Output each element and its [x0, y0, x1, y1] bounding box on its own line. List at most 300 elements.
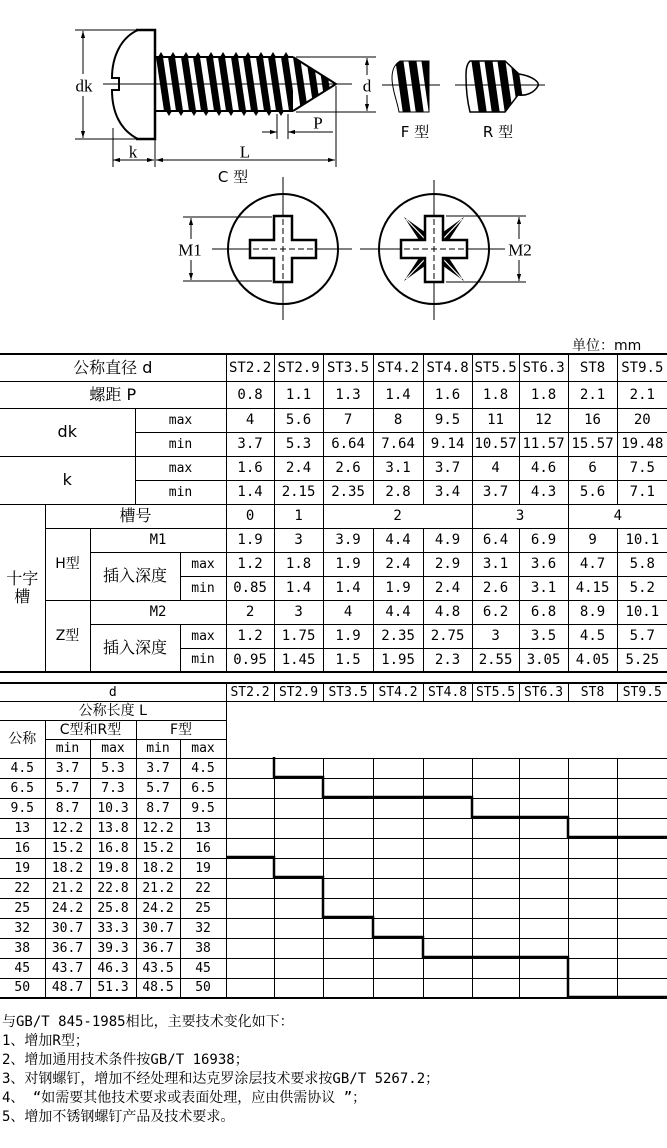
dk-max-cell: 11 [472, 408, 519, 432]
availability-cell [323, 918, 373, 938]
availability-cell [568, 958, 617, 978]
availability-cell [226, 938, 274, 958]
c-r-type-label: C型和R型 [45, 720, 136, 739]
dimensions-table [0, 353, 667, 673]
size-cell: ST4.2 [373, 354, 423, 381]
nominal-length-cell: 32 [0, 918, 45, 938]
availability-cell [568, 778, 617, 798]
availability-cell [617, 838, 667, 858]
availability-cell [519, 838, 568, 858]
size-cell: ST9.5 [617, 354, 667, 381]
d-label: d [362, 76, 372, 96]
cr-max-cell: 19.8 [90, 858, 136, 878]
p-label: P [313, 113, 323, 133]
availability-cell [472, 858, 519, 878]
availability-cell [226, 818, 274, 838]
availability-cell [617, 778, 667, 798]
cross-recess-label: 十字槽 [0, 504, 45, 672]
note-item: 1、增加R型； [2, 1033, 89, 1049]
size-cell: ST4.2 [373, 683, 423, 701]
z-depth-min-cell: 1.95 [373, 648, 423, 672]
max-label: max [135, 408, 226, 432]
table-row [0, 918, 667, 938]
length-size-header-row [0, 683, 667, 701]
availability-cell [519, 758, 568, 778]
h-depth-min-cell: 3.1 [519, 576, 568, 600]
m2-cell: 6.8 [519, 600, 568, 624]
m2-cell: 4.4 [373, 600, 423, 624]
f-min-cell: 21.2 [136, 878, 180, 898]
pitch-row [0, 381, 667, 408]
nominal-length-cell: 4.5 [0, 758, 45, 778]
availability-cell [274, 818, 323, 838]
availability-cell [423, 798, 472, 818]
k-label: k [128, 142, 138, 162]
k-min-cell: 3.4 [423, 480, 472, 504]
cr-min-cell: 21.2 [45, 878, 90, 898]
availability-cell [274, 938, 323, 958]
availability-cell [472, 758, 519, 778]
table-row [0, 938, 667, 958]
nominal-length-label: 公称长度 L [0, 701, 226, 720]
table-row [0, 758, 667, 778]
availability-cell [274, 838, 323, 858]
availability-cell [519, 898, 568, 918]
availability-cell [617, 758, 667, 778]
m1-cell: 6.4 [472, 528, 519, 552]
availability-cell [617, 898, 667, 918]
nominal-length-cell: 25 [0, 898, 45, 918]
table-row [0, 838, 667, 858]
cr-max-cell: 7.3 [90, 778, 136, 798]
availability-cell [274, 798, 323, 818]
dk-min-cell: 11.57 [519, 432, 568, 456]
availability-cell [617, 818, 667, 838]
availability-cell [373, 938, 423, 958]
dk-label: dk [0, 408, 135, 456]
availability-cell [274, 758, 323, 778]
recess-number-label: 槽号 [45, 504, 226, 528]
availability-cell [226, 778, 274, 798]
availability-cell [274, 978, 323, 998]
availability-cell [226, 838, 274, 858]
nominal-length-cell: 6.5 [0, 778, 45, 798]
z-depth-min-cell: 3.05 [519, 648, 568, 672]
z-depth-min-cell: 1.5 [323, 648, 373, 672]
dk-max-row [0, 408, 667, 432]
availability-cell [568, 858, 617, 878]
availability-cell [472, 918, 519, 938]
availability-cell [373, 758, 423, 778]
availability-cell [568, 918, 617, 938]
availability-cell [617, 798, 667, 818]
availability-cell [226, 978, 274, 998]
z-depth-min-cell: 2.55 [472, 648, 519, 672]
k-max-cell: 1.6 [226, 456, 274, 480]
dk-min-cell: 3.7 [226, 432, 274, 456]
table-row [0, 798, 667, 818]
h-depth-min-cell: 1.9 [373, 576, 423, 600]
nominal-length-cell: 22 [0, 878, 45, 898]
m1-cell: 4.9 [423, 528, 472, 552]
nominal-length-cell: 45 [0, 958, 45, 978]
availability-cell [519, 978, 568, 998]
d-label: d [0, 683, 226, 701]
availability-cell [423, 958, 472, 978]
cr-min-cell: 48.7 [45, 978, 90, 998]
availability-cell [323, 838, 373, 858]
h-depth-max-cell: 1.9 [323, 552, 373, 576]
k-max-cell: 7.5 [617, 456, 667, 480]
h-depth-min-cell: 4.15 [568, 576, 617, 600]
note-item: 3、对钢螺钉，增加不经处理和达克罗涂层技术要求按GB/T 5267.2； [2, 1071, 440, 1087]
availability-cell [617, 938, 667, 958]
z-depth-max-cell: 2.75 [423, 624, 472, 648]
m2-cell: 8.9 [568, 600, 617, 624]
availability-cell [373, 778, 423, 798]
size-cell: ST9.5 [617, 683, 667, 701]
availability-cell [423, 978, 472, 998]
nominal-length-cell: 9.5 [0, 798, 45, 818]
blank-header-area [226, 701, 667, 758]
z-depth-max-cell: 5.7 [617, 624, 667, 648]
k-min-cell: 5.6 [568, 480, 617, 504]
z-depth-max-cell: 1.75 [274, 624, 323, 648]
thread-stripes [395, 58, 437, 114]
f-max-cell: 6.5 [180, 778, 226, 798]
cr-max-cell: 33.3 [90, 918, 136, 938]
z-m2-row [0, 600, 667, 624]
f-max-cell: 25 [180, 898, 226, 918]
cr-max-cell: 16.8 [90, 838, 136, 858]
dk-min-cell: 9.14 [423, 432, 472, 456]
size-cell: ST8 [568, 683, 617, 701]
nominal-label: 公称 [0, 720, 45, 758]
pitch-cell: 1.6 [423, 381, 472, 408]
availability-cell [323, 978, 373, 998]
note-item: 4、 “如需要其他技术要求或表面处理，应由供需协议 ”； [2, 1090, 367, 1106]
cr-max-cell: 5.3 [90, 758, 136, 778]
z-depth-min-cell: 4.05 [568, 648, 617, 672]
table-row [0, 818, 667, 838]
k-max-row [0, 456, 667, 480]
m1-label: M1 [178, 240, 202, 260]
length-table [0, 682, 667, 999]
k-label: k [0, 456, 135, 504]
unit-label: 单位：mm [572, 338, 642, 354]
k-max-cell: 3.1 [373, 456, 423, 480]
availability-cell [274, 898, 323, 918]
z-depth-min-cell: 1.45 [274, 648, 323, 672]
availability-cell [519, 818, 568, 838]
max-label: max [180, 739, 226, 758]
h-depth-min-cell: 1.4 [323, 576, 373, 600]
pitch-cell: 1.3 [323, 381, 373, 408]
k-min-cell: 2.8 [373, 480, 423, 504]
dk-max-cell: 12 [519, 408, 568, 432]
size-header-row [0, 354, 667, 381]
h-depth-min-cell: 1.4 [274, 576, 323, 600]
h-depth-min-cell: 5.2 [617, 576, 667, 600]
insertion-depth-label: 插入深度 [90, 552, 180, 600]
cr-min-cell: 8.7 [45, 798, 90, 818]
availability-cell [274, 918, 323, 938]
m1-cell: 10.1 [617, 528, 667, 552]
recess-number-cell: 3 [472, 504, 568, 528]
availability-cell [519, 958, 568, 978]
dk-min-cell: 6.64 [323, 432, 373, 456]
availability-cell [323, 758, 373, 778]
cr-max-cell: 51.3 [90, 978, 136, 998]
size-cell: ST2.2 [226, 683, 274, 701]
availability-cell [423, 778, 472, 798]
min-label: min [135, 432, 226, 456]
h-depth-max-cell: 2.9 [423, 552, 472, 576]
availability-cell [472, 838, 519, 858]
availability-cell [226, 918, 274, 938]
k-max-cell: 6 [568, 456, 617, 480]
availability-cell [423, 938, 472, 958]
availability-cell [472, 798, 519, 818]
p-extension-lines [277, 114, 288, 139]
c-type-side-view [75, 30, 376, 167]
pitch-cell: 2.1 [617, 381, 667, 408]
h-depth-max-cell: 1.2 [226, 552, 274, 576]
availability-cell [617, 978, 667, 998]
availability-cell [568, 978, 617, 998]
availability-cell [423, 858, 472, 878]
h-depth-max-cell: 5.8 [617, 552, 667, 576]
r-type-view [455, 58, 545, 114]
availability-cell [617, 918, 667, 938]
availability-cell [226, 958, 274, 978]
availability-cell [519, 798, 568, 818]
recess-number-cell: 0 [226, 504, 274, 528]
f-min-cell: 36.7 [136, 938, 180, 958]
cr-min-cell: 5.7 [45, 778, 90, 798]
c-type-label: C 型 [217, 168, 249, 186]
recess-number-cell: 1 [274, 504, 323, 528]
availability-cell [323, 858, 373, 878]
availability-cell [373, 958, 423, 978]
dk-max-cell: 4 [226, 408, 274, 432]
availability-cell [423, 838, 472, 858]
f-min-cell: 30.7 [136, 918, 180, 938]
cr-min-cell: 24.2 [45, 898, 90, 918]
availability-cell [323, 878, 373, 898]
k-max-cell: 4.6 [519, 456, 568, 480]
pitch-cell: 1.4 [373, 381, 423, 408]
dk-max-cell: 9.5 [423, 408, 472, 432]
h-type-label: H型 [45, 528, 90, 600]
dk-min-cell: 15.57 [568, 432, 617, 456]
size-cell: ST4.8 [423, 683, 472, 701]
availability-cell [226, 798, 274, 818]
availability-cell [519, 918, 568, 938]
availability-cell [373, 798, 423, 818]
f-max-cell: 19 [180, 858, 226, 878]
f-min-cell: 3.7 [136, 758, 180, 778]
table-row [0, 858, 667, 878]
availability-cell [568, 758, 617, 778]
f-max-cell: 16 [180, 838, 226, 858]
size-cell: ST2.9 [274, 683, 323, 701]
f-type-label: F 型 [400, 123, 430, 141]
size-cell: ST5.5 [472, 354, 519, 381]
h-depth-max-cell: 4.7 [568, 552, 617, 576]
k-min-cell: 7.1 [617, 480, 667, 504]
z-depth-max-cell: 4.5 [568, 624, 617, 648]
dk-max-cell: 20 [617, 408, 667, 432]
h-m1-row [0, 528, 667, 552]
max-label: max [90, 739, 136, 758]
size-cell: ST3.5 [323, 683, 373, 701]
k-min-cell: 2.15 [274, 480, 323, 504]
f-min-cell: 48.5 [136, 978, 180, 998]
k-max-cell: 2.6 [323, 456, 373, 480]
f-min-cell: 24.2 [136, 898, 180, 918]
h-depth-max-cell: 1.8 [274, 552, 323, 576]
availability-cell [373, 818, 423, 838]
m2-cell: 2 [226, 600, 274, 624]
m1-cell: 3 [274, 528, 323, 552]
recess-number-cell: 4 [568, 504, 667, 528]
cr-max-cell: 22.8 [90, 878, 136, 898]
m1-cell: 4.4 [373, 528, 423, 552]
f-max-cell: 13 [180, 818, 226, 838]
cr-max-cell: 10.3 [90, 798, 136, 818]
k-min-cell: 3.7 [472, 480, 519, 504]
availability-cell [226, 878, 274, 898]
k-max-cell: 2.4 [274, 456, 323, 480]
availability-cell [423, 758, 472, 778]
availability-cell [373, 918, 423, 938]
z-recess-head-view [360, 180, 526, 320]
size-cell: ST2.9 [274, 354, 323, 381]
availability-cell [274, 778, 323, 798]
availability-cell [323, 778, 373, 798]
h-depth-max-row [0, 552, 667, 576]
availability-cell [472, 898, 519, 918]
availability-cell [373, 858, 423, 878]
max-label: max [135, 456, 226, 480]
cr-max-cell: 39.3 [90, 938, 136, 958]
recess-number-cell: 2 [323, 504, 472, 528]
min-label: min [180, 576, 226, 600]
recess-number-row [0, 504, 667, 528]
z-depth-max-cell: 3 [472, 624, 519, 648]
nominal-diameter-label: 公称直径 d [0, 354, 226, 381]
min-label: min [180, 648, 226, 672]
z-depth-max-cell: 2.35 [373, 624, 423, 648]
f-max-cell: 22 [180, 878, 226, 898]
availability-cell [519, 938, 568, 958]
size-cell: ST5.5 [472, 683, 519, 701]
availability-cell [617, 878, 667, 898]
k-max-cell: 3.7 [423, 456, 472, 480]
pitch-cell: 1.8 [519, 381, 568, 408]
availability-cell [373, 898, 423, 918]
h-depth-max-cell: 3.6 [519, 552, 568, 576]
f-min-cell: 18.2 [136, 858, 180, 878]
m2-cell: 3 [274, 600, 323, 624]
availability-cell [472, 878, 519, 898]
nominal-length-cell: 38 [0, 938, 45, 958]
availability-cell [423, 878, 472, 898]
f-min-cell: 15.2 [136, 838, 180, 858]
thread-stripes [156, 57, 296, 111]
availability-cell [323, 938, 373, 958]
availability-cell [568, 898, 617, 918]
size-cell: ST6.3 [519, 683, 568, 701]
cr-min-cell: 43.7 [45, 958, 90, 978]
min-label: min [135, 480, 226, 504]
size-cell: ST3.5 [323, 354, 373, 381]
f-min-cell: 12.2 [136, 818, 180, 838]
dk-label: dk [75, 76, 93, 96]
availability-cell [423, 898, 472, 918]
f-min-cell: 5.7 [136, 778, 180, 798]
h-depth-min-cell: 2.6 [472, 576, 519, 600]
availability-cell [226, 858, 274, 878]
nominal-length-label-row [0, 701, 667, 720]
availability-cell [568, 818, 617, 838]
availability-cell [568, 838, 617, 858]
k-max-cell: 4 [472, 456, 519, 480]
cr-min-cell: 18.2 [45, 858, 90, 878]
f-max-cell: 32 [180, 918, 226, 938]
l-label: L [239, 142, 251, 162]
f-max-cell: 38 [180, 938, 226, 958]
availability-cell [472, 978, 519, 998]
availability-cell [323, 898, 373, 918]
availability-cell [617, 858, 667, 878]
h-recess-head-view [183, 177, 352, 320]
availability-cell [323, 958, 373, 978]
availability-cell [423, 918, 472, 938]
availability-cell [423, 818, 472, 838]
availability-cell [274, 858, 323, 878]
f-max-cell: 9.5 [180, 798, 226, 818]
cr-max-cell: 25.8 [90, 898, 136, 918]
tip-thread-stripes [293, 57, 333, 111]
z-depth-min-cell: 5.25 [617, 648, 667, 672]
k-min-cell: 1.4 [226, 480, 274, 504]
screw-technical-drawing [0, 0, 667, 330]
z-type-label: Z型 [45, 600, 90, 672]
availability-cell [323, 798, 373, 818]
m2-label: M2 [90, 600, 226, 624]
f-max-cell: 45 [180, 958, 226, 978]
availability-cell [568, 798, 617, 818]
table-row [0, 778, 667, 798]
f-min-cell: 8.7 [136, 798, 180, 818]
dk-max-cell: 8 [373, 408, 423, 432]
cr-min-cell: 15.2 [45, 838, 90, 858]
availability-cell [519, 878, 568, 898]
availability-cell [274, 958, 323, 978]
availability-cell [568, 878, 617, 898]
k-min-cell: 2.35 [323, 480, 373, 504]
dk-max-cell: 7 [323, 408, 373, 432]
notes-intro: 与GB/T 845-1985相比，主要技术变化如下： [2, 1014, 294, 1030]
m1-label: M1 [90, 528, 226, 552]
availability-cell [323, 818, 373, 838]
availability-cell [519, 778, 568, 798]
z-depth-min-cell: 0.95 [226, 648, 274, 672]
availability-cell [226, 898, 274, 918]
nominal-length-cell: 19 [0, 858, 45, 878]
